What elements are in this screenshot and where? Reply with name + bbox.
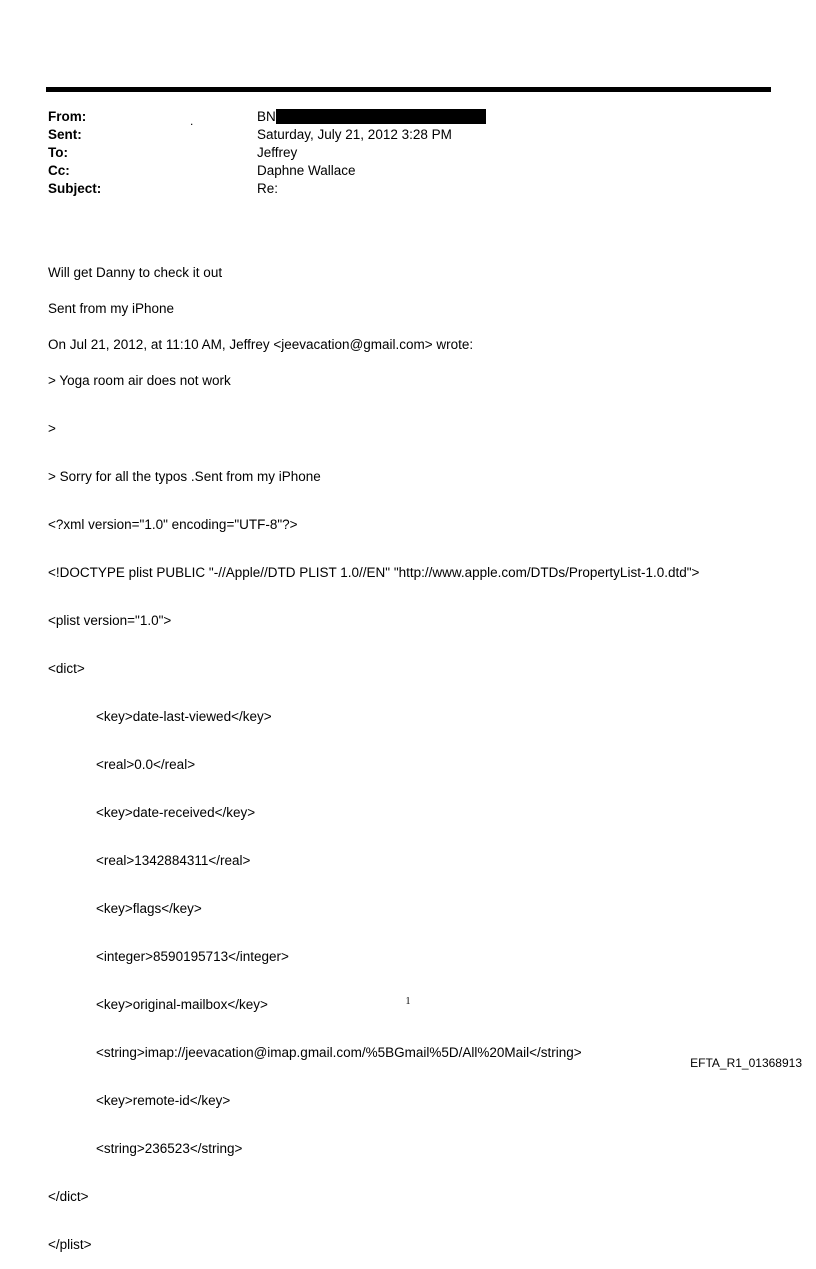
plist-line: <?xml version="1.0" encoding="UTF-8"?> — [48, 517, 298, 532]
reply-line: Will get Danny to check it out — [48, 265, 223, 280]
plist-inner-line: <real>1342884311</real> — [96, 853, 251, 868]
cc-label: Cc: — [48, 163, 70, 178]
plist-inner-line: <key>date-received</key> — [96, 805, 256, 820]
plist-line: <dict> — [48, 661, 85, 676]
cc-value: Daphne Wallace — [257, 163, 356, 178]
plist-close-line: </plist> — [48, 1237, 92, 1252]
plist-inner-line: <key>flags</key> — [96, 901, 202, 916]
plist-inner-line: <key>original-mailbox</key> — [96, 997, 268, 1012]
quoted-line: > Sorry for all the typos .Sent from my iPhone — [48, 469, 321, 484]
plist-inner-line: <string>imap://jeevacation@imap.gmail.com/%5BGmail%5D/All%20Mail</string> — [96, 1045, 582, 1060]
redaction-bar — [276, 109, 486, 124]
bates-number: EFTA_R1_01368913 — [690, 1056, 802, 1070]
quoted-line: > — [48, 421, 56, 436]
plist-inner-line: <string>236523</string> — [96, 1141, 243, 1156]
from-value — [257, 108, 486, 126]
subject-label: Subject: — [48, 181, 102, 196]
quoted-line: > Yoga room air does not work — [48, 373, 231, 388]
to-value: Jeffrey — [257, 145, 298, 160]
plist-inner-line: <key>remote-id</key> — [96, 1093, 231, 1108]
plist-line: <!DOCTYPE plist PUBLIC "-//Apple//DTD PLIST 1.0//EN" "http://www.apple.com/DTDs/PropertyList-1.0.dtd"> — [48, 565, 700, 580]
from-value-text: BN — [257, 109, 276, 124]
quoted-message — [48, 342, 699, 1269]
plist-inner-line: <key>date-last-viewed</key> — [96, 709, 272, 724]
header-rule — [46, 87, 771, 92]
plist-inner-line: <integer>8590195713</integer> — [96, 949, 289, 964]
plist-close-line: </dict> — [48, 1189, 89, 1204]
sent-value: Saturday, July 21, 2012 3:28 PM — [257, 127, 452, 142]
plist-inner-line: <real>0.0</real> — [96, 757, 196, 772]
signature-line: Sent from my iPhone — [48, 301, 175, 316]
from-label: From: — [48, 109, 87, 124]
stray-mark: . — [190, 114, 194, 128]
page-number: 1 — [405, 996, 411, 1007]
plist-line: <plist version="1.0"> — [48, 613, 172, 628]
sent-label: Sent: — [48, 127, 82, 142]
quote-intro: On Jul 21, 2012, at 11:10 AM, Jeffrey <jeevacation@gmail.com> wrote: — [48, 337, 474, 352]
to-label: To: — [48, 145, 68, 160]
subject-value: Re: — [257, 181, 279, 196]
